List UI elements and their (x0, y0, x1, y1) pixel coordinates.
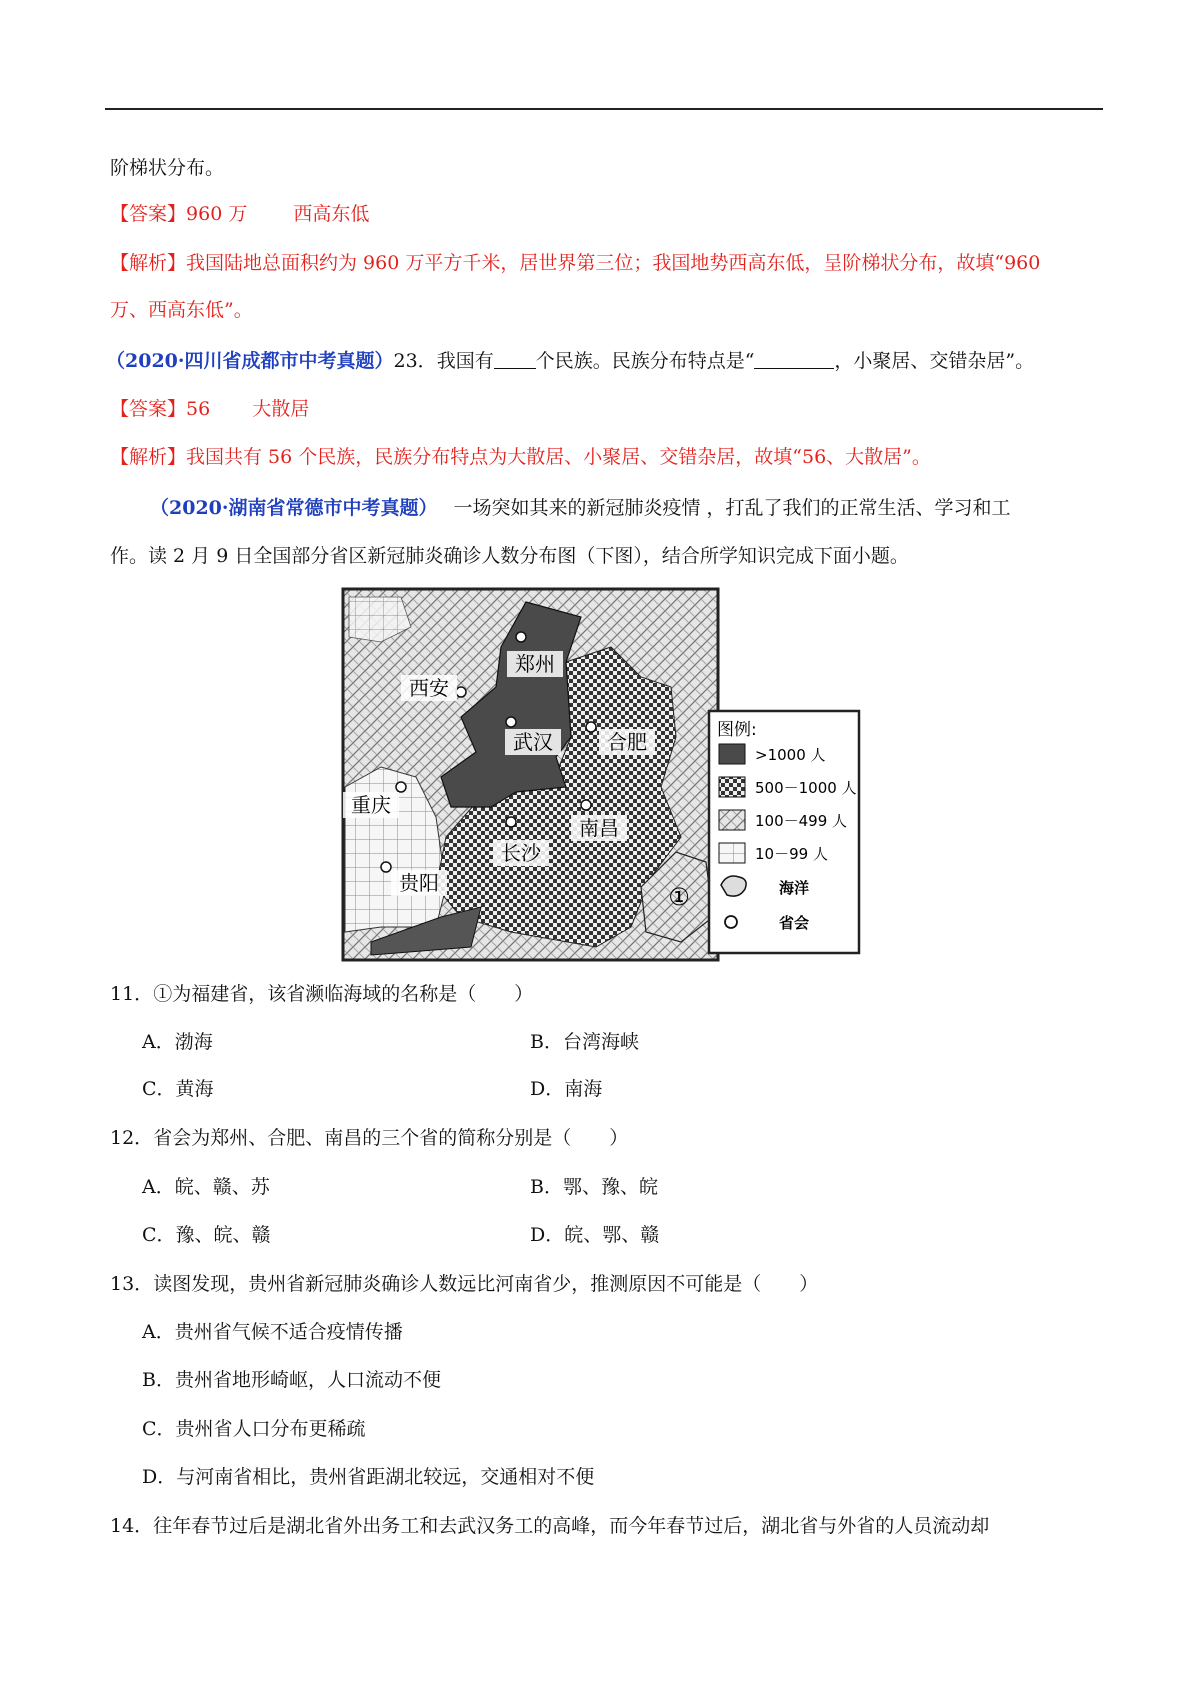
legend-swatch-10-99 (719, 843, 745, 863)
capital-marker-hefei (586, 722, 596, 732)
city-label-hefei: 合肥 (607, 730, 647, 754)
intro-line-1: （2020·湖南省常德市中考真题） 一场突如其来的新冠肺炎疫情 ，打乱了我们的正常生活、学习和工 (150, 497, 1011, 519)
covid-distribution-map (341, 587, 861, 962)
q23-answer: 【答案】56 大散居 (110, 398, 310, 420)
legend-item-500-1000: 500－1000 人 (755, 779, 857, 797)
city-label-zhengzhou: 郑州 (515, 652, 555, 676)
city-label-wuhan: 武汉 (513, 730, 553, 754)
q13-option-c[interactable]: C．贵州省人口分布更稀疏 (142, 1418, 366, 1440)
q11-option-d[interactable]: D．南海 (530, 1078, 603, 1100)
q12-option-d[interactable]: D．皖、鄂、赣 (530, 1224, 660, 1246)
capital-marker-xian (456, 687, 466, 697)
question-14-stem: 14．往年春节过后是湖北省外出务工和去武汉务工的高峰，而今年春节过后，湖北省与外省的人员流动却 (110, 1515, 990, 1537)
legend-item-10-99: 10－99 人 (755, 845, 828, 863)
capital-marker-guiyang (381, 862, 391, 872)
header-rule (105, 108, 1103, 110)
q22-explanation-line-1: 【解析】我国陆地总面积约为 960 万平方千米，居世界第三位；我国地势西高东低，呈阶梯状分布，故填“960 (110, 252, 1041, 274)
q12-option-b[interactable]: B．鄂、豫、皖 (530, 1176, 658, 1198)
question-11-stem: 11．①为福建省，该省濒临海域的名称是（ ） (110, 983, 534, 1005)
capital-marker-chongqing (396, 782, 406, 792)
legend-swatch-over-1000 (719, 744, 745, 764)
q11-option-b[interactable]: B．台湾海峡 (530, 1031, 639, 1053)
q13-option-b[interactable]: B．贵州省地形崎岖，人口流动不便 (142, 1369, 441, 1391)
legend-title: 图例: (717, 720, 757, 740)
legend-item-capital: 省会 (779, 914, 810, 932)
city-label-nanchang: 南昌 (579, 816, 619, 840)
legend-item-ocean: 海洋 (779, 879, 810, 897)
q23-blank-1 (494, 348, 536, 369)
q12-option-c[interactable]: C．豫、皖、赣 (142, 1224, 271, 1246)
intro-source: （2020·湖南省常德市中考真题） (150, 497, 438, 519)
continuation-text: 阶梯状分布。 (110, 157, 225, 179)
q22-explanation-line-2: 万、西高东低”。 (110, 299, 253, 321)
q23-blank-2 (754, 348, 834, 369)
legend-item-over-1000: >1000 人 (755, 746, 826, 764)
legend-swatch-capital (725, 916, 737, 928)
question-13-stem: 13．读图发现，贵州省新冠肺炎确诊人数远比河南省少，推测原因不可能是（ ） (110, 1273, 819, 1295)
legend-swatch-100-499 (719, 810, 745, 830)
q23-explanation: 【解析】我国共有 56 个民族，民族分布特点为大散居、小聚居、交错杂居，故填“56、大散居”。 (110, 446, 931, 468)
q13-option-a[interactable]: A．贵州省气候不适合疫情传播 (142, 1321, 403, 1343)
city-label-guiyang: 贵阳 (399, 871, 439, 895)
capital-marker-wuhan (506, 717, 516, 727)
q12-option-a[interactable]: A．皖、赣、苏 (142, 1176, 270, 1198)
city-label-xian: 西安 (409, 676, 449, 700)
fujian-marker: ① (668, 883, 690, 911)
capital-marker-nanchang (581, 800, 591, 810)
legend-swatch-500-1000 (719, 777, 745, 797)
intro-line-2: 作。读 2 月 9 日全国部分省区新冠肺炎确诊人数分布图（下图），结合所学知识完成下面小题。 (110, 545, 909, 567)
question-12-stem: 12．省会为郑州、合肥、南昌的三个省的简称分别是（ ） (110, 1127, 629, 1149)
city-label-chongqing: 重庆 (351, 793, 391, 817)
q13-option-d[interactable]: D．与河南省相比，贵州省距湖北较远，交通相对不便 (142, 1466, 595, 1488)
city-label-changsha: 长沙 (501, 841, 541, 865)
q23-question: （2020·四川省成都市中考真题）23．我国有 个民族。民族分布特点是“ ，小聚居、交错杂居”。 (106, 350, 1035, 372)
q11-option-a[interactable]: A．渤海 (142, 1031, 213, 1053)
capital-marker-zhengzhou (516, 632, 526, 642)
legend-item-100-499: 100－499 人 (755, 812, 848, 830)
q22-answer: 【答案】960 万 西高东低 (110, 203, 370, 225)
capital-marker-changsha (506, 817, 516, 827)
q23-source: （2020·四川省成都市中考真题） (106, 350, 394, 372)
q11-option-c[interactable]: C．黄海 (142, 1078, 214, 1100)
